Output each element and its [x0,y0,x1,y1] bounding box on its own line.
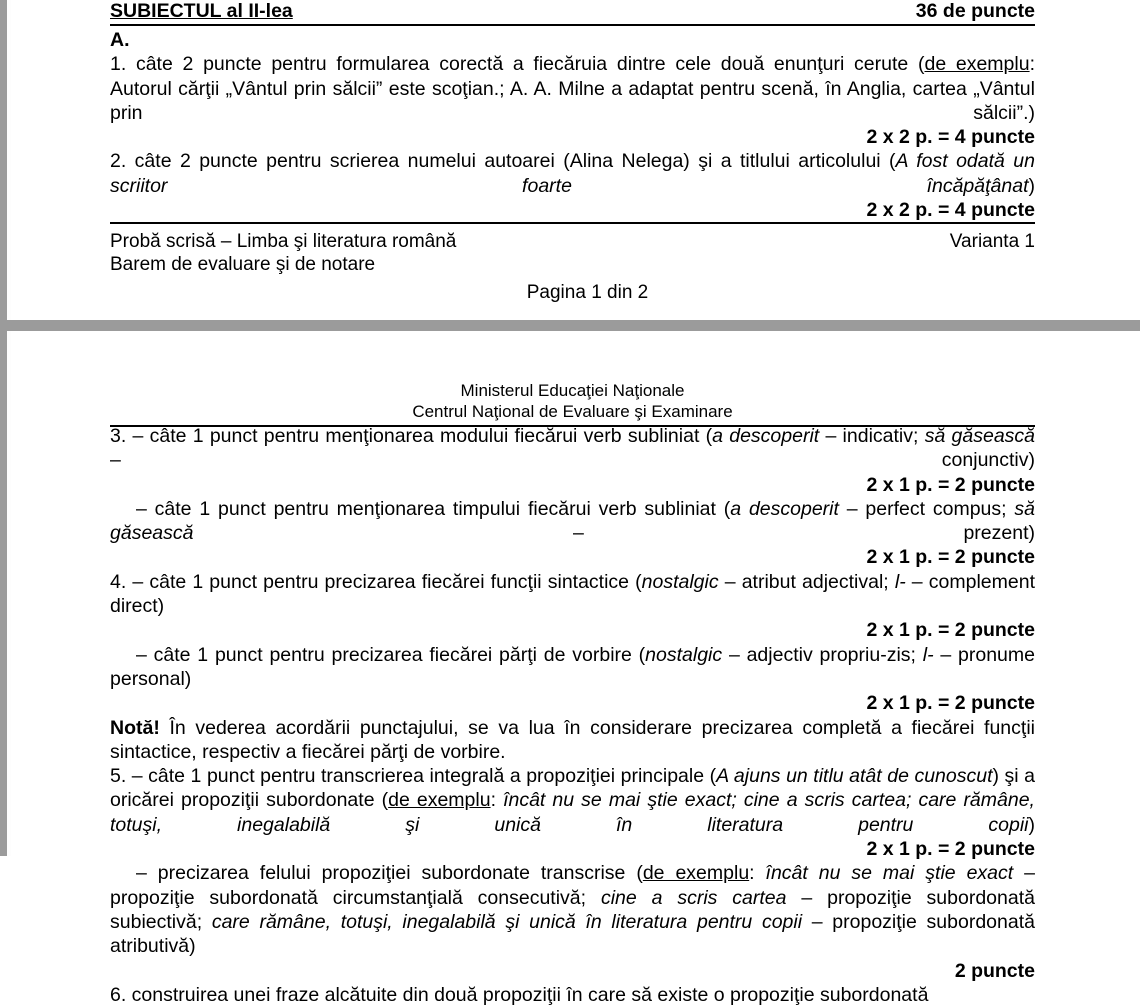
item-5a-text-1: 5. – câte 1 punct pentru transcrierea integrală a propoziţiei principale ( [110,765,717,788]
item-5b-de-exemplu: de exemplu [642,862,750,885]
item-3a-score: 2 x 1 p. = 2 puncte [866,473,1035,496]
item-6-body: 6. construirea unei fraze alcătuite din două propoziţii în care să existe o propoziţie subordonată [110,983,929,1006]
item-2-score-row [110,198,1035,222]
item-3a-verb-1: a descoperit [712,425,820,447]
item-1-block [110,52,1035,149]
item-5a-text-4: ) [1028,813,1035,836]
item-5a-clause-1: A ajuns un titlu atât de cunoscut [716,765,993,788]
item-5b-clause-2: cine a scris cartea [600,886,787,909]
item-2-title-italic: A fost odată un scriitor foarte încăpăţânat [110,150,1035,197]
item-3a-text-2: – indicativ; [819,425,925,447]
page-2-body [110,424,1035,1007]
item-5-block [110,764,1035,983]
subsection-label: A. [110,29,130,51]
item-5b-text-2: : [749,862,766,885]
item-2-text-a: 2. câte 2 puncte pentru scrierea numelui autoarei (Alina Nelega) şi a titlului articolului ( [110,150,896,173]
document-page-1 [11,0,1140,320]
item-5b-clause-1: încât nu se mai ştie exact [765,862,1014,885]
item-5b-clause-3: care rămâne, totuşi, inegalabilă şi unică în literatura pentru copii [211,910,803,933]
item-4a-word-1: nostalgic [641,570,719,593]
item-3a-text-3: – conjunctiv) [110,449,1035,472]
item-1-body [110,52,1035,125]
item-4b-word-2: l- [922,643,934,666]
section-heading-title: SUBIECTUL al II-lea [110,0,293,22]
note-text: În vederea acordării punctajului, se va lua în considerare precizarea completă a fiecărei funcţii sintactice, respectiv a fiecărei părţi de vorbire. [110,716,1035,763]
item-1-score: 2 x 2 p. = 4 puncte [866,126,1035,149]
item-3b-verb-2: să găsească [110,497,1036,545]
item-3b-verb-1: a descoperit [730,497,839,520]
item-3a-text-1: 3. – câte 1 punct pentru menţionarea modului fiecărui verb subliniat ( [110,425,713,447]
item-1-de-exemplu: de exemplu [924,53,1030,76]
item-1-text-c: : Autorul cărţii „Vântul prin sălcii” este scoţian.; A. A. Milne a adaptat pentru scenă, în Anglia, cartea „Vântul prin sălcii”.) [110,53,1035,124]
footer-exam-label: Probă scrisă – Limba şi literatura română [110,231,457,252]
item-2-block [110,149,1035,222]
footer-line-1 [110,230,1035,253]
item-2-text-c: ) [1028,174,1035,197]
item-4a-text-3: – complement direct) [110,570,1035,618]
item-5a-body [110,764,1035,837]
item-4b-text-3: – pronume personal) [110,643,1035,690]
item-5b-text-3: – propoziţie subordonată circumstanţială consecutivă; [110,862,1035,909]
item-3b-text-2: – perfect compus; [838,497,1015,520]
item-5b-score: 2 puncte [954,959,1035,982]
item-5a-text-2: ) şi a oricărei propoziţii subordonate ( [110,765,1035,812]
viewer-left-rail [0,0,7,856]
document-page-2 [11,331,1140,1006]
item-5b-text-5: – propoziţie subordonată atributivă) [110,910,1035,958]
item-3b-score: 2 x 1 p. = 2 puncte [866,546,1035,569]
item-1-score-row [110,125,1035,149]
item-5a-de-exemplu: de exemplu [388,789,491,812]
footer-variant: Varianta 1 [949,231,1035,252]
ministry-line-1: Ministerul Educaţiei Naţionale [460,381,685,400]
page-1-footer [110,222,1035,304]
footer-page-indicator: Pagina 1 din 2 [526,282,649,303]
footer-line-2: Barem de evaluare şi de notare [110,254,376,275]
item-5a-text-3: : [490,789,504,812]
ministry-line-2: Centrul Naţional de Evaluare şi Examinare [412,401,733,421]
item-2-score: 2 x 2 p. = 4 puncte [866,199,1035,222]
section-heading-points: 36 de puncte [915,0,1035,22]
item-3a-body [110,424,1035,473]
page-separator-bar [0,320,1140,331]
item-3b-text-3: – prezent) [193,522,1035,545]
note-label: Notă! [110,716,160,739]
item-5b-text-4: – propoziţie subordonată subiectivă; [110,886,1035,933]
item-4a-text-2: – atribut adjectival; [718,570,895,593]
footer-rule [110,222,1035,224]
item-3b-text-1: – câte 1 punct pentru menţionarea timpului fiecărui verb subliniat ( [136,497,731,520]
item-5a-score: 2 x 1 p. = 2 puncte [866,838,1035,861]
item-4b-text-1: – câte 1 punct pentru precizarea fiecărei părţi de vorbire ( [136,643,646,666]
section-heading-row [110,0,1035,26]
item-5b-text-1: – precizarea felului propoziţiei subordonate transcrise ( [136,862,643,885]
item-5a-clause-2: încât nu se mai ştie exact; cine a scris cartea; care rămâne, totuşi, inegalabilă şi unică în literatura pentru copii [110,789,1035,836]
item-2-body [110,149,1035,198]
item-4a-score: 2 x 1 p. = 2 puncte [866,619,1035,642]
item-4b-word-1: nostalgic [645,643,723,666]
item-1-text-a: 1. câte 2 puncte pentru formularea corectă a fiecăruia dintre cele două enunţuri cerute ( [110,53,925,76]
item-4a-text-1: 4. – câte 1 punct pentru precizarea fiecărei funcţii sintactice ( [110,570,642,593]
item-4-block [110,545,1035,715]
item-4b-text-2: – adjectiv propriu-zis; [722,643,923,666]
item-4b-score: 2 x 1 p. = 2 puncte [866,692,1035,715]
item-4a-word-2: l- [894,570,906,593]
page-2-header [110,381,1035,427]
item-4a-body [110,570,1035,619]
item-3a-verb-2: să găsească [924,425,1036,447]
